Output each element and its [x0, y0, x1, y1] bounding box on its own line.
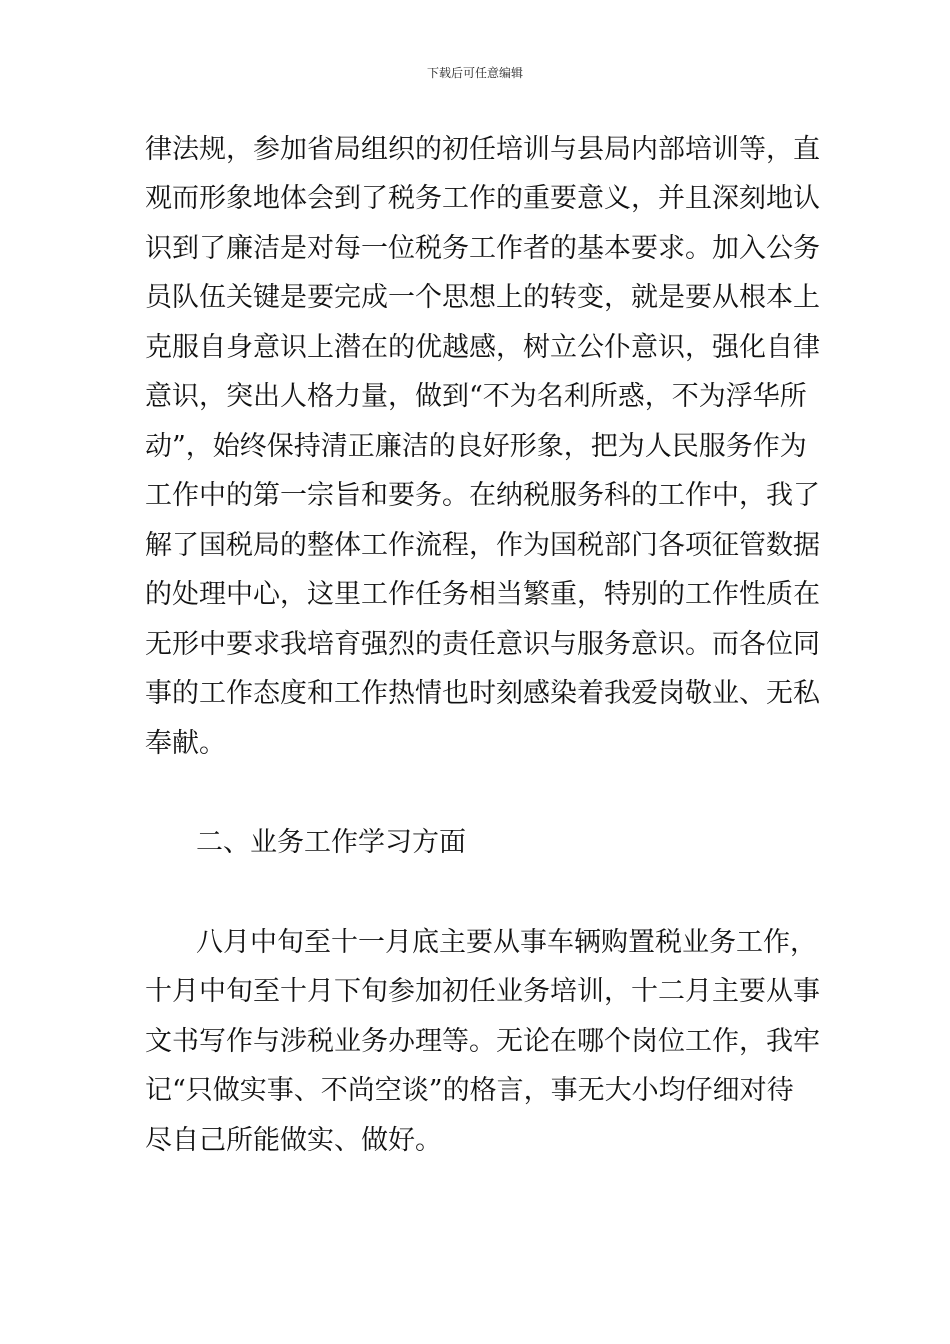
text-line: 八月中旬至十一月底主要从事车辆购置税业务工作， [196, 927, 817, 958]
text-line: 意识，突出人格力量，做到“不为名利所惑，不为浮华所 [145, 381, 807, 412]
section-heading: 二、业务工作学习方面 [196, 827, 466, 858]
text-line: 观而形象地体会到了税务工作的重要意义，并且深刻地认 [145, 183, 820, 214]
text-line: 工作中的第一宗旨和要务。在纳税服务科的工作中，我了 [145, 480, 820, 511]
text-line: 识到了廉洁是对每一位税务工作者的基本要求。加入公务 [145, 233, 820, 264]
text-line: 记“只做实事、不尚空谈”的格言，事无大小均仔细对待 [145, 1075, 794, 1106]
text-line: 动”，始终保持清正廉洁的良好形象，把为人民服务作为 [145, 431, 807, 462]
text-line: 无形中要求我培育强烈的责任意识与服务意识。而各位同 [145, 629, 820, 660]
text-line: 律法规，参加省局组织的初任培训与县局内部培训等，直 [145, 134, 820, 165]
text-line: 奉献。 [145, 728, 226, 759]
text-line: 事的工作态度和工作热情也时刻感染着我爱岗敬业、无私 [145, 678, 820, 709]
text-line: 的处理中心，这里工作任务相当繁重，特别的工作性质在 [145, 579, 820, 610]
text-line: 文书写作与涉税业务办理等。无论在哪个岗位工作，我牢 [145, 1026, 820, 1057]
page-header: 下载后可任意编辑 [426, 66, 523, 80]
text-line: 克服自身意识上潜在的优越感，树立公仆意识，强化自律 [145, 332, 820, 363]
text-line: 解了国税局的整体工作流程，作为国税部门各项征管数据 [145, 530, 820, 561]
text-line: 十月中旬至十月下旬参加初任业务培训，十二月主要从事 [145, 976, 820, 1007]
text-line: 尽自己所能做实、做好。 [145, 1125, 442, 1156]
text-line: 员队伍关键是要完成一个思想上的转变，就是要从根本上 [145, 282, 820, 313]
